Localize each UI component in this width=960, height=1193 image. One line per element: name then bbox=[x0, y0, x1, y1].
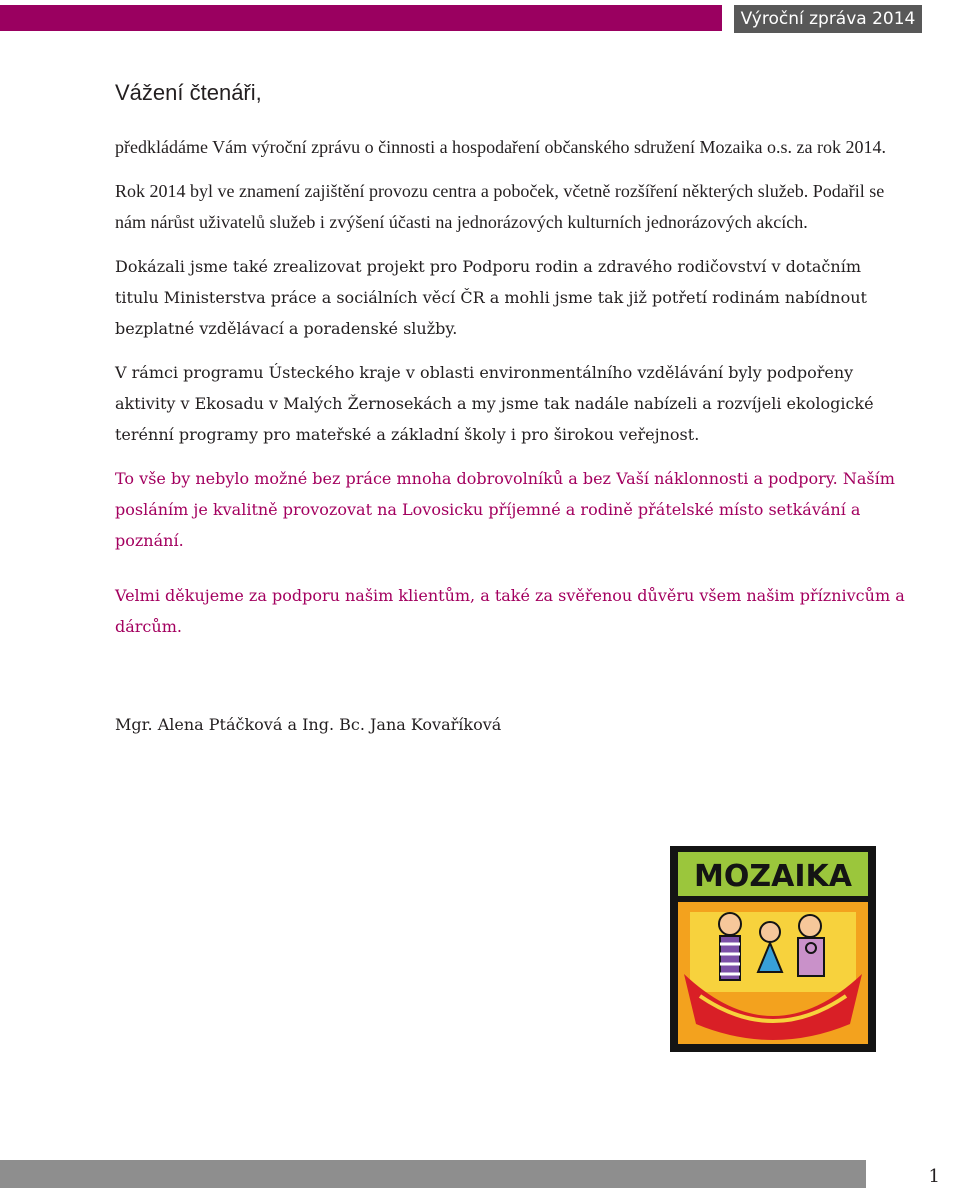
salutation: Vážení čtenáři, bbox=[115, 80, 262, 105]
signature: Mgr. Alena Ptáčková a Ing. Bc. Jana Kovaříková bbox=[115, 715, 502, 734]
report-title: Výroční zpráva 2014 bbox=[734, 5, 922, 33]
letter-body bbox=[115, 76, 905, 740]
page-number: 1 bbox=[866, 1160, 960, 1189]
footer-bar bbox=[0, 1160, 960, 1188]
paragraph-environment: V rámci programu Ústeckého kraje v oblasti environmentálního vzdělávání byly podpořeny aktivity v Ekosadu v Malých Žernosekách a my jsme tak nadále nabízeli a rozvíjeli ekologické terénní programy pro mateřské a základní školy i pro širokou veřejnost. bbox=[115, 363, 874, 444]
figure-right-icon bbox=[798, 915, 824, 976]
figure-left-icon bbox=[719, 913, 741, 980]
mozaika-logo bbox=[670, 846, 876, 1052]
paragraph-year-summary: Rok 2014 byl ve znamení zajištění provozu centra a poboček, včetně rozšíření některých služeb. Podařil se nám nárůst uživatelů služeb i zvýšení účasti na jednorázových kulturních jednorázových akcích. bbox=[115, 181, 885, 232]
logo-wordmark: MOZAIKA bbox=[694, 859, 852, 894]
paragraph-thanks: Velmi děkujeme za podporu našim klientům, a také za svěřenou důvěru všem našim příznivcům a dárcům. bbox=[115, 586, 905, 636]
header-bar bbox=[0, 5, 722, 31]
paragraph-family-project: Dokázali jsme také zrealizovat projekt pro Podporu rodin a zdravého rodičovství v dotačním titulu Ministerstva práce a sociálních věcí ČR a mohli jsme tak již potřetí rodinám nabídnout bezplatné vzdělávací a poradenské služby. bbox=[115, 257, 867, 338]
paragraph-intro: předkládáme Vám výroční zprávu o činnosti a hospodaření občanského sdružení Mozaika o.s. za rok 2014. bbox=[115, 137, 886, 157]
paragraph-mission: To vše by nebylo možné bez práce mnoha dobrovolníků a bez Vaší náklonnosti a podpory. Naším posláním je kvalitně provozovat na Lovosicku příjemné a rodině přátelské místo setkávání a poznání. bbox=[115, 469, 895, 550]
